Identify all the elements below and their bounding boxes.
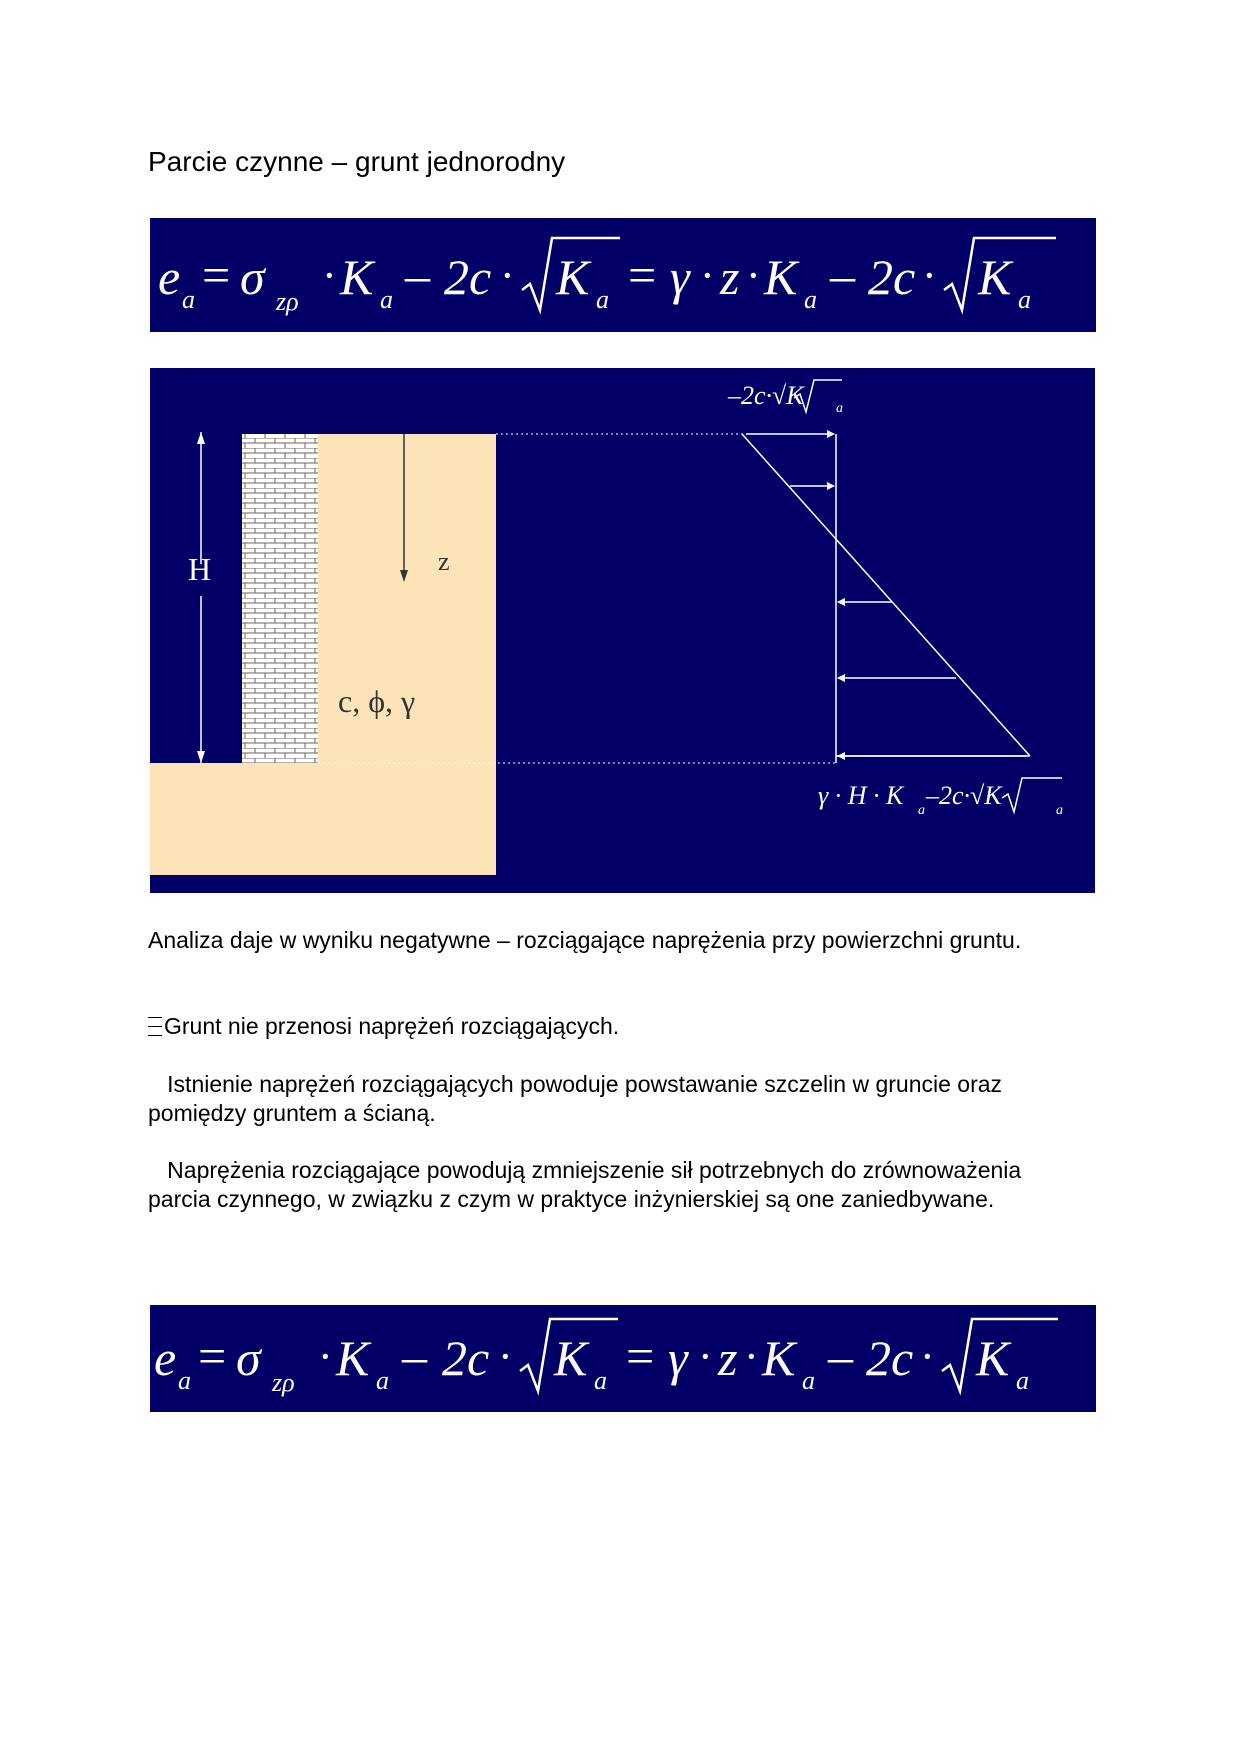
formula2-minus-1: – [402,1328,427,1384]
formula-eq-1: = [202,247,231,303]
paragraph-1: Analiza daje w wyniku negatywne – rozciągające naprężenia przy powierzchni gruntu. [148,927,1022,953]
label-soil-params: c, ϕ, γ [338,683,416,719]
paragraph-4: Naprężenia rozciągające powodują zmniejszenie sił potrzebnych do zrównoważenia parcia czynnego, w związku z czym w praktyce inżynierskiej są one zaniedbywane. [148,1157,1028,1212]
formula-dot-4: · [746,251,761,300]
formula-gamma: γ [670,249,690,305]
formula-image-2 [150,1305,1096,1412]
bottom-value-mid: –2c·√K [926,781,1002,810]
formula-dot-5: · [922,251,937,300]
formula-2c-1: 2c [444,249,492,305]
formula-K-2: K [556,249,590,305]
paragraph-2 [148,1012,1088,1041]
formula2-sigma: σ [236,1330,261,1386]
formula2-dot-2: · [498,1332,513,1381]
top-value-sub: a [836,401,843,416]
bullet-glyph-icon [148,1017,162,1036]
formula2-dot-4: · [744,1332,759,1381]
formula2-dot-3: · [698,1332,713,1381]
formula-dot-1: · [322,251,337,300]
retaining-wall [242,434,318,763]
formula-sigma-sub: zρ [276,287,299,316]
formula-K-1-sub: a [380,285,393,314]
formula-K-4-sub: a [1018,285,1031,314]
formula2-2c-2: 2c [866,1330,914,1386]
paragraph-3: Istnienie naprężeń rozciągających powoduje powstawanie szczelin w gruncie oraz pomiędzy gruntem a ścianą. [148,1071,1009,1126]
formula2-K-1-sub: a [376,1366,389,1395]
formula2-2c-1: 2c [442,1330,490,1386]
formula2-eq-1: = [198,1328,227,1384]
formula-box-bottom [150,1305,1096,1412]
formula2-K-1: K [336,1330,370,1386]
bottom-sqrt-sign [1002,778,1062,812]
formula-lhs: e [158,249,181,305]
formula-dot-3: · [700,251,715,300]
h-arrow-down-icon [197,751,205,763]
formula2-K-3: K [762,1330,796,1386]
formula-box-top [150,218,1096,332]
paragraph-2-text: Grunt nie przenosi naprężeń rozciągających. [164,1013,620,1039]
pressure-diagram [150,368,1095,893]
formula-z: z [720,249,740,305]
formula2-K-4: K [976,1330,1010,1386]
formula-K-1: K [340,249,374,305]
formula-K-2-sub: a [596,285,609,314]
formula2-z: z [718,1330,738,1386]
label-H: H [188,551,212,587]
pressure-distribution-line [742,434,1030,756]
formula-K-3: K [764,249,798,305]
formula2-K-4-sub: a [1016,1366,1029,1395]
formula2-lhs: e [154,1330,177,1386]
formula2-K-2-sub: a [594,1366,607,1395]
formula2-eq-2: = [626,1328,655,1384]
formula-K-4: K [978,249,1012,305]
formula2-lhs-sub: a [178,1366,191,1395]
formula-K-3-sub: a [804,285,817,314]
diagram-canvas [150,368,1095,893]
formula2-dot-1: · [318,1332,333,1381]
formula-2c-2: 2c [868,249,916,305]
formula2-K-2: K [554,1330,588,1386]
top-value-label: –2c·√K [728,381,804,410]
bottom-value-prefix-sub: a [918,803,925,818]
bottom-value-prefix: γ · H · K [818,781,904,810]
foundation-soil [150,763,496,875]
formula2-minus-2: – [828,1328,853,1384]
formula-sigma: σ [240,249,265,305]
formula-dot-2: · [500,251,515,300]
formula-eq-2: = [628,247,657,303]
bottom-value-sub: a [1056,803,1063,818]
formula2-gamma: γ [668,1330,688,1386]
h-arrow-up-icon [197,432,205,444]
formula-lhs-sub: a [182,285,195,314]
formula2-sigma-sub: zρ [272,1368,295,1397]
label-z: z [438,547,450,576]
formula-minus-2: – [830,247,855,303]
formula-image [150,218,1096,332]
formula2-K-3-sub: a [802,1366,815,1395]
formula-minus-1: – [405,247,430,303]
formula2-dot-5: · [920,1332,935,1381]
page-title: Parcie czynne – grunt jednorodny [148,146,566,177]
